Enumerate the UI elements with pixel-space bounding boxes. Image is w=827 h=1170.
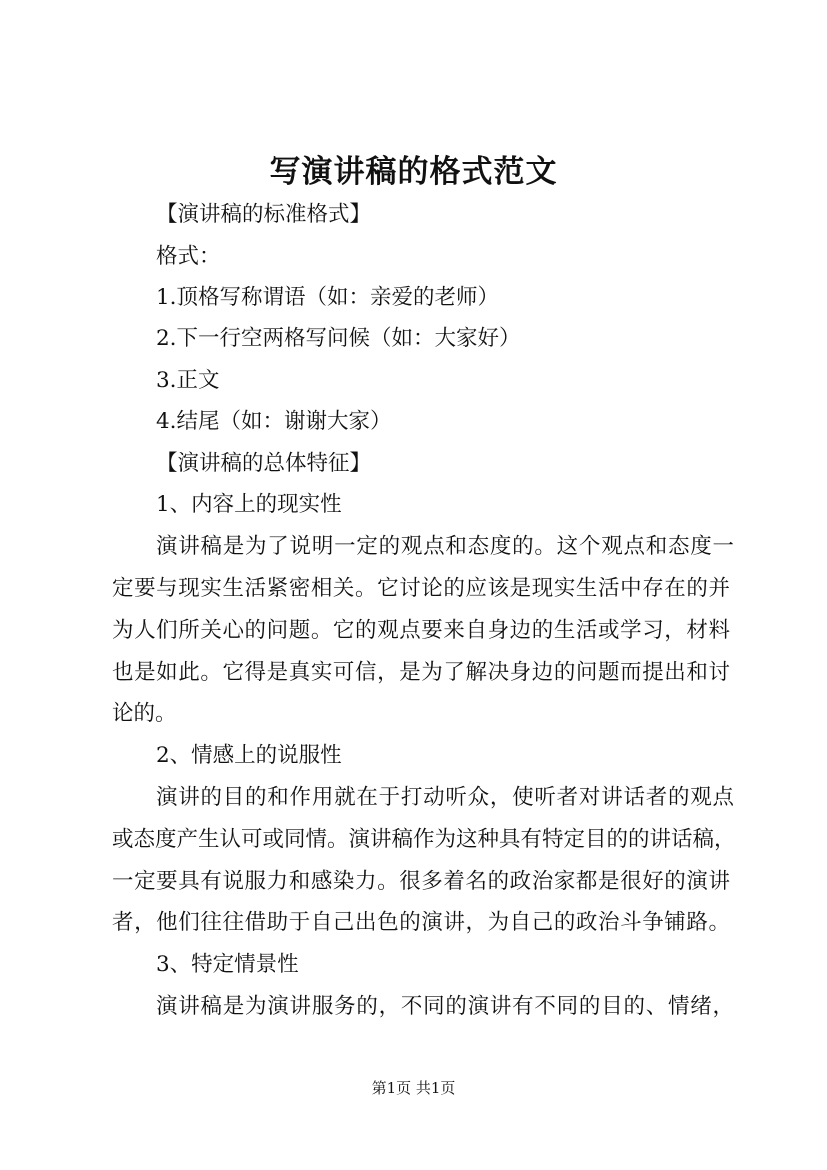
paragraph-line: 为人们所关心的问题。它的观点要来自身边的生活或学习，材料 [112,618,730,643]
text-line: 格式： [156,244,221,269]
paragraph-line: 者，他们往往借助于自己出色的演讲，为自己的政治斗争铺路。 [112,910,730,935]
list-item: 2.下一行空两格写问候（如：大家好） [156,326,521,351]
paragraph-line: 论的。 [112,701,177,726]
paragraph-line: 或态度产生认可或同情。演讲稿作为这种具有特定目的的讲话稿， [112,827,736,852]
paragraph-line: 定要与现实生活紧密相关。它讨论的应该是现实生活中存在的并 [112,576,730,601]
list-item: 3.正文 [156,368,220,393]
paragraph-line: 演讲稿是为了说明一定的观点和态度的。这个观点和态度一 [156,534,734,559]
page-footer: 第1页 共1页 [371,1079,456,1097]
paragraph-line: 也是如此。它得是真实可信，是为了解决身边的问题而提出和讨 [112,660,730,685]
subsection-heading: 1、内容上的现实性 [156,492,342,517]
section-heading: 【演讲稿的标准格式】 [156,202,372,227]
subsection-heading: 2、情感上的说服性 [156,743,342,768]
paragraph-line: 一定要具有说服力和感染力。很多着名的政治家都是很好的演讲 [112,869,730,894]
list-item: 1.顶格写称谓语（如：亲爱的老师） [156,285,500,310]
section-heading: 【演讲稿的总体特征】 [156,451,372,476]
paragraph-line: 演讲的目的和作用就在于打动听众，使听者对讲话者的观点 [156,785,734,810]
list-item: 4.结尾（如：谢谢大家） [156,409,392,434]
subsection-heading: 3、特定情景性 [156,952,299,977]
paragraph-line: 演讲稿是为演讲服务的，不同的演讲有不同的目的、情绪， [156,994,734,1019]
document-title: 写演讲稿的格式范文 [269,154,558,190]
